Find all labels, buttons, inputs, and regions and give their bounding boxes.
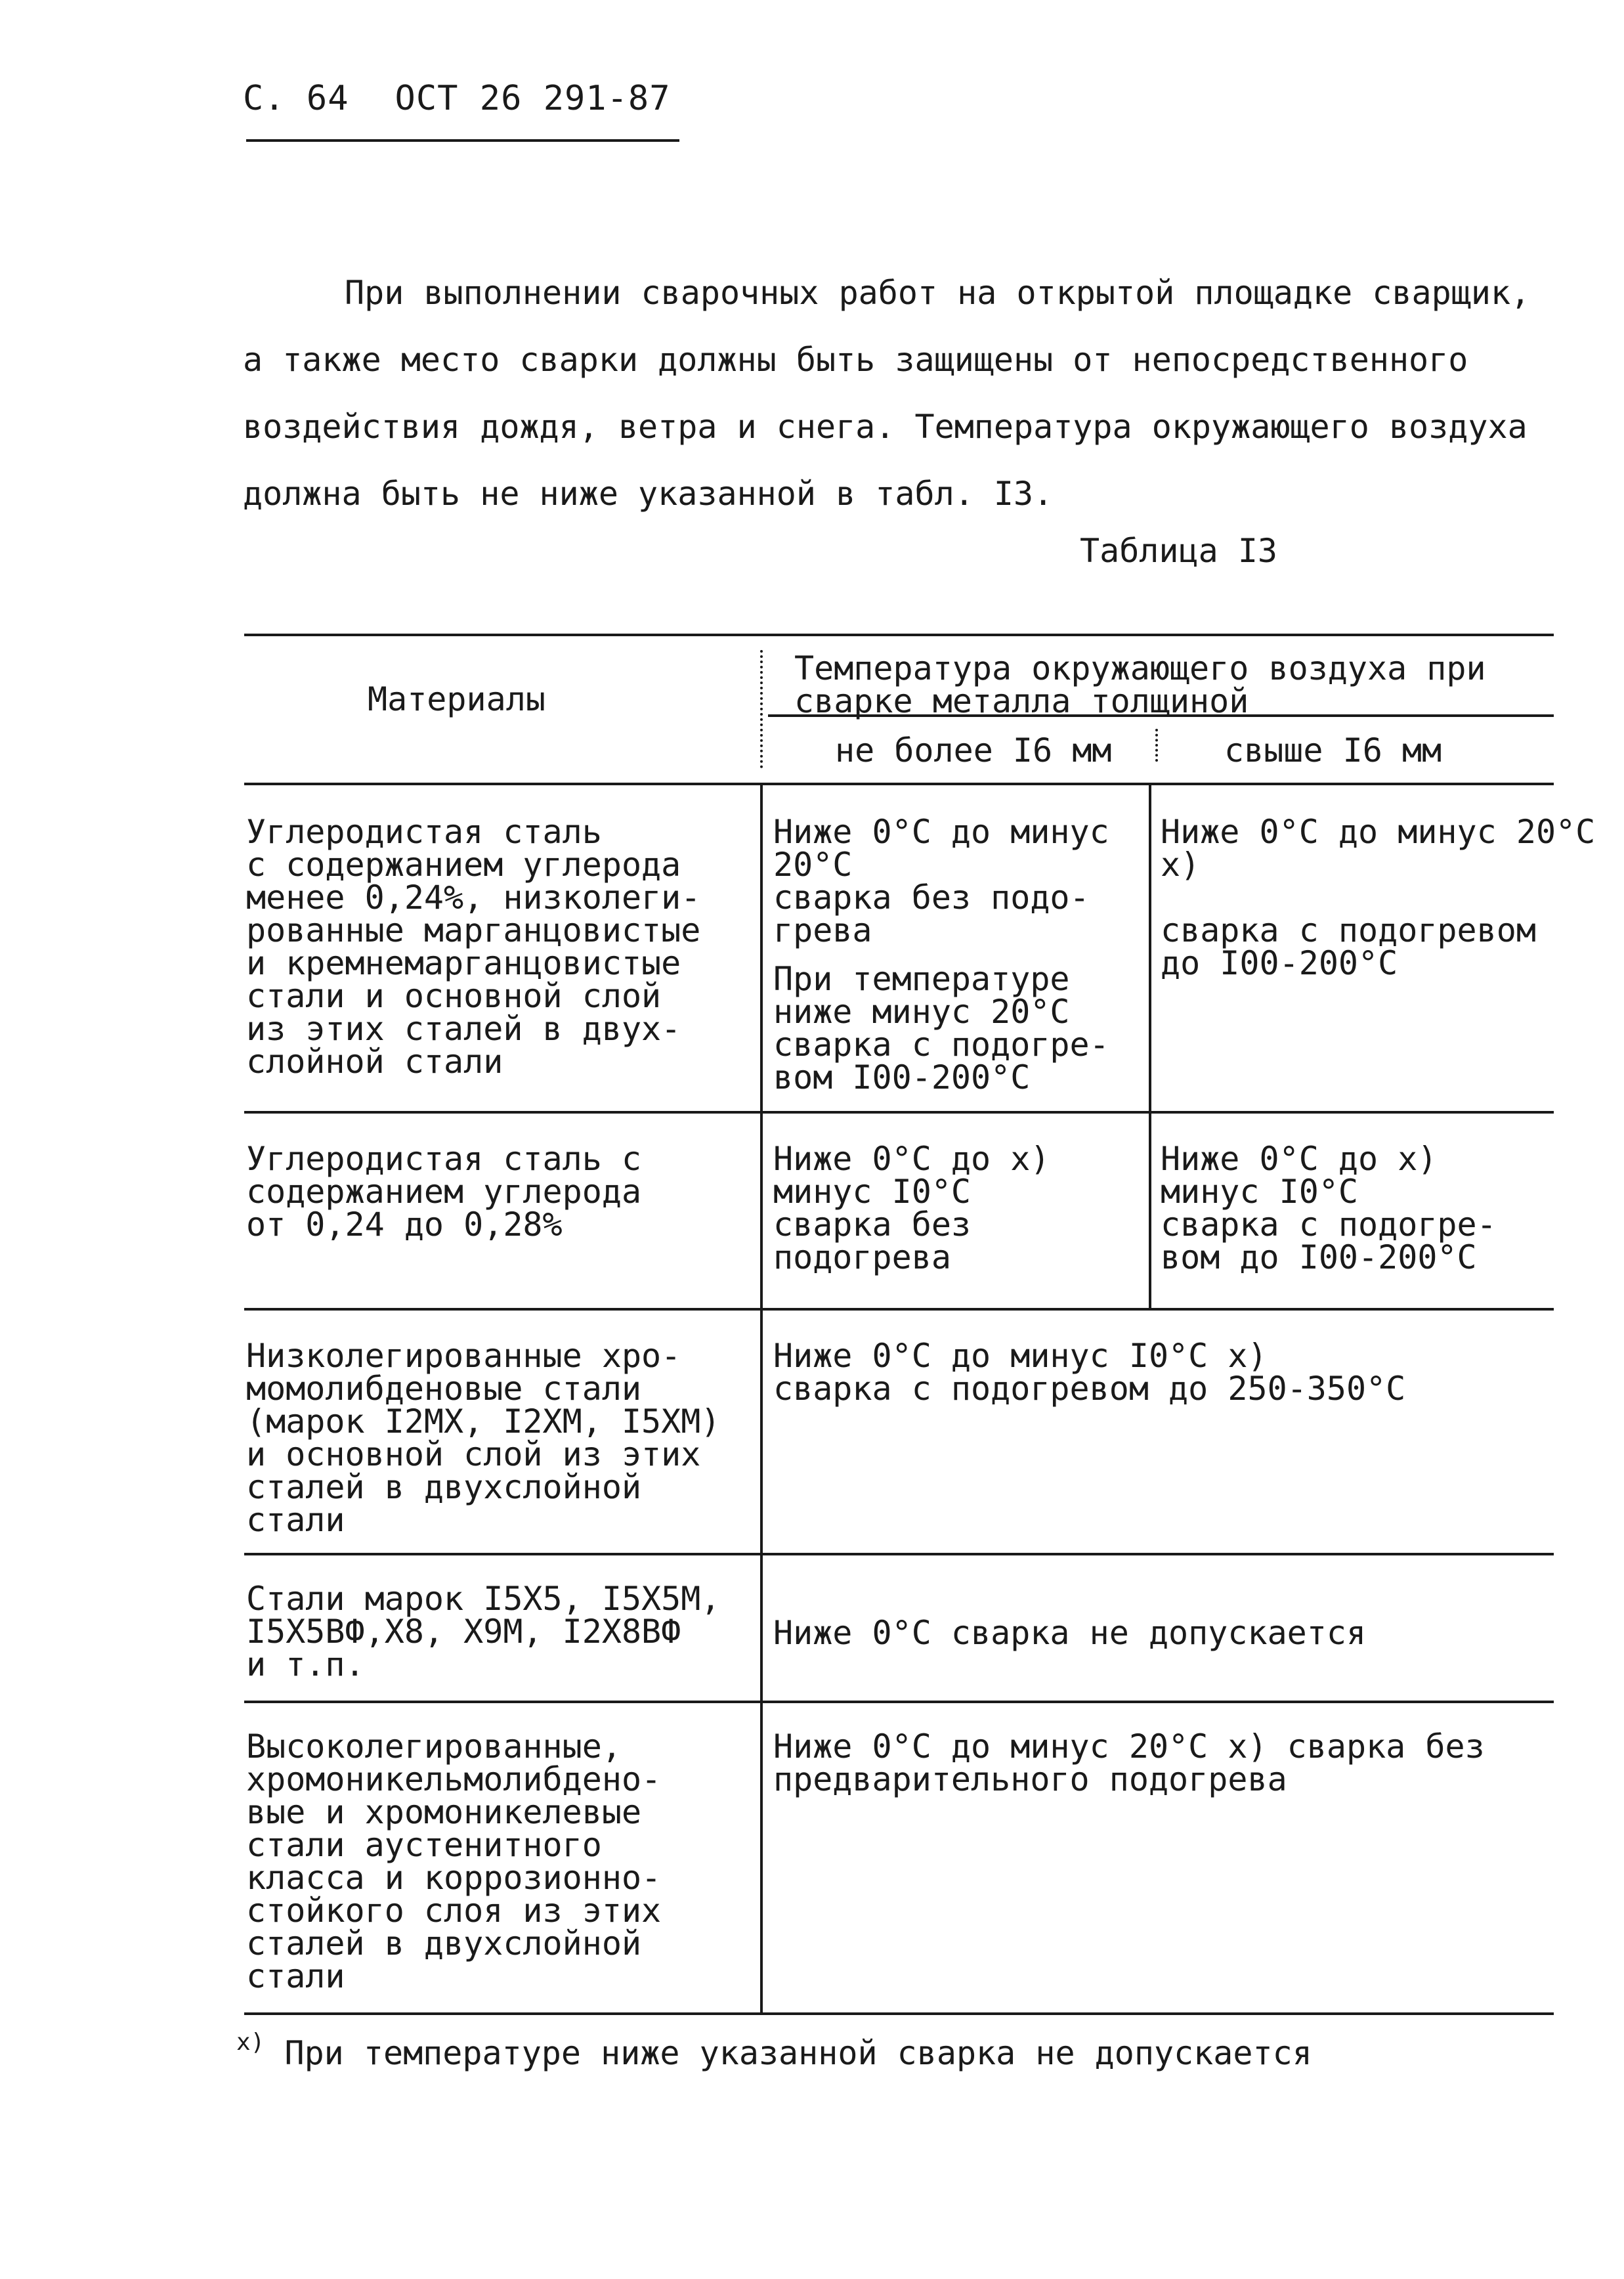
row-divider [244, 1553, 1554, 1555]
row4-material: Стали марок I5Х5, I5Х5М, I5Х5ВФ,Х8, Х9М, I2Х8ВФ и т.п. [246, 1580, 721, 1683]
header-bottom-rule [244, 783, 1554, 785]
header-subcolumn-separator [1155, 729, 1158, 762]
footnote-text: При температуре ниже указанной сварка не допускается [284, 2034, 1312, 2072]
page-number: С. 64 [243, 79, 349, 118]
row2-thick: Ниже 0°С до x) минус I0°С сварка с подогре- вом до I00-200°С [1161, 1140, 1497, 1276]
header-underline [246, 139, 679, 142]
intro-line: При выполнении сварочных работ на открытой площадке сварщик, [345, 274, 1531, 312]
row3-material: Низколегированные хро- момолибденовые стали (марок I2МХ, I2ХМ, I5ХМ) и основной слой из этих сталей в двухслойной стали [246, 1337, 721, 1539]
header-materials: Материалы [368, 680, 545, 718]
row-divider [244, 1308, 1554, 1311]
header-temperature: Температура окружающего воздуха при сварке металла толщиной [794, 649, 1486, 720]
header-thick: свыше I6 мм [1224, 731, 1442, 770]
row-divider [244, 1111, 1554, 1114]
table-bottom-rule [244, 2012, 1554, 2015]
intro-paragraph [243, 259, 1549, 527]
table-top-rule [244, 634, 1554, 636]
footnote-mark: x) [236, 2029, 265, 2056]
header-column-separator [760, 650, 763, 768]
table-caption: Таблица I3 [1080, 532, 1278, 570]
page-header [243, 79, 717, 118]
row3-merged: Ниже 0°С до минус I0°С x) сварка с подогревом до 250-350°С [773, 1337, 1406, 1408]
row2-material: Углеродистая сталь с содержанием углерода от 0,24 до 0,28% [246, 1140, 642, 1244]
row5-material: Высоколегированные, хромоникельмолибдено- вые и хромоникелевые стали аустенитного класса и коррозионно- стойкого слоя из этих сталей в двухслойной стали [246, 1727, 662, 1995]
row2-thin: Ниже 0°С до x) минус I0°С сварка без подогрева [773, 1140, 1050, 1276]
row4-merged: Ниже 0°С сварка не допускается [773, 1614, 1367, 1652]
row1-material: Углеродистая сталь с содержанием углерода менее 0,24%, низколеги- рованные марганцовистые и кремнемарганцовистые стали и основной слой из этих сталей в двух- слойной стали [246, 813, 701, 1081]
column-separator [760, 783, 763, 2012]
intro-line: воздействия дождя, ветра и снега. Температура окружающего воздуха [243, 408, 1528, 446]
row5-merged: Ниже 0°С до минус 20°С x) сварка без предварительного подогрева [773, 1727, 1485, 1798]
row1-thick: Ниже 0°С до минус 20°С x) сварка с подогревом до I00-200°С [1161, 813, 1596, 982]
header-thin: не более I6 мм [835, 731, 1112, 770]
intro-line: а также место сварки должны быть защищены от непосредственного [243, 341, 1468, 379]
row1-thin-note2: При температуре ниже минус 20°С сварка с подогре- вом I00-200°С [773, 960, 1109, 1096]
row1-thin-note1: Ниже 0°С до минус 20°С сварка без подо- грева [773, 813, 1109, 949]
column-separator-thickness [1149, 783, 1151, 1308]
intro-line: должна быть не ниже указанной в табл. I3. [243, 475, 1054, 513]
footnote [236, 2029, 1312, 2072]
row-divider [244, 1701, 1554, 1703]
standard-code: ОСТ 26 291-87 [395, 79, 671, 118]
